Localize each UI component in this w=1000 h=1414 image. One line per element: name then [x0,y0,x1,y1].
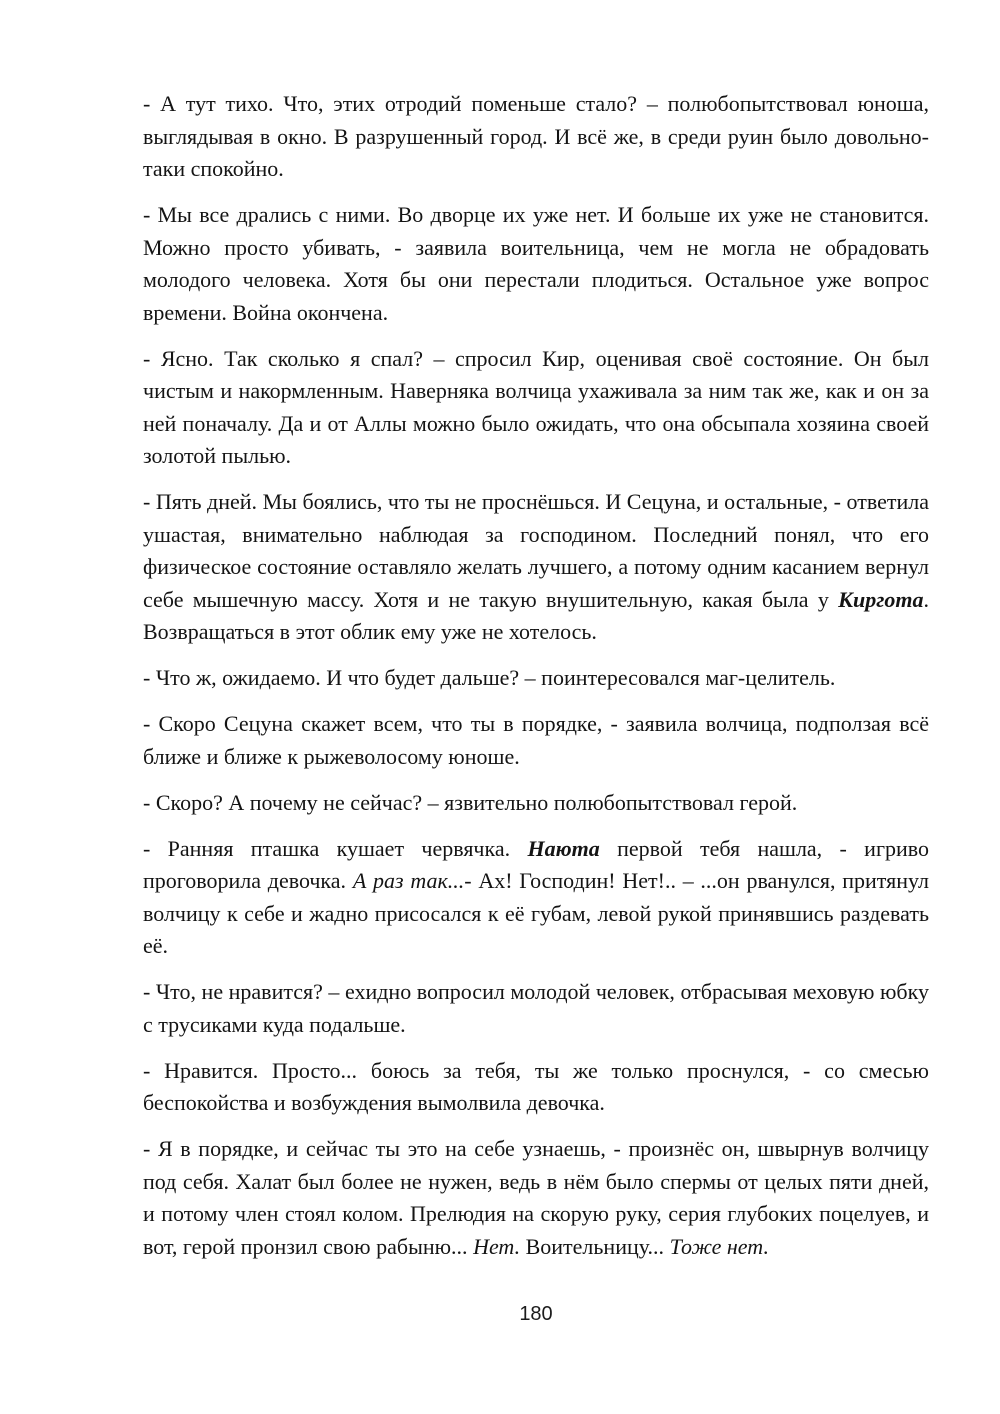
paragraph [143,976,929,1041]
text-run: - А тут тихо. Что, этих отродий поменьше стало? – полюбопытствовал юноша, выглядывая в окно. В разрушенный город. И всё же, в среди руин было довольно-таки спокойно. [143,91,929,181]
text-run: - Скоро? А почему не сейчас? – язвительно полюбопытствовал герой. [143,789,798,815]
text-run: первой тебя нашла, - игриво проговорила девочка. [143,835,929,893]
text-run: - Мы все дрались с ними. Во дворце их уже нет. И больше их уже не становится. Можно просто убивать, - заявила воительница, чем не могла не обрадовать молодого человека. Хотя бы они перестали плодиться. Остальное уже вопрос времени. Война окончена. [143,202,929,325]
paragraph [143,199,929,329]
text-run: Киргота [838,586,924,612]
text-run: Наюта [527,835,600,861]
text-run: А раз так... [352,868,465,893]
text-run: - Ах! Господин! Нет!.. – ...он рванулся, притянул волчицу к себе и жадно присосался к её губам, левой рукой принявшись раздевать её. [143,868,929,958]
paragraph [143,708,929,773]
text-run: - Что, не нравится? – ехидно вопросил молодой человек, отбрасывая меховую юбку с трусиками куда подальше. [143,979,929,1037]
paragraph [143,662,929,695]
text-block [143,88,929,1263]
text-run: - Ранняя пташка кушает червячка. [143,835,528,861]
text-run: . Возвращаться в этот облик ему уже не хотелось. [143,586,929,644]
text-run: - Я в порядке, и сейчас ты это на себе узнаешь, - произнёс он, швырнув волчицу под себя. Халат был более не нужен, ведь в нём было спермы от целых пяти дней, и потому член стоял колом. Прелюдия на скорую руку, серия глубоких поцелуев, и вот, герой пронзил свою рабыню... [143,1136,929,1259]
paragraph [143,88,929,186]
text-run: Воительницу... [520,1233,670,1259]
paragraph [143,1055,929,1120]
text-run: - Что ж, ожидаемо. И что будет дальше? – поинтересовался маг-целитель. [143,665,836,690]
text-run: - Скоро Сецуна скажет всем, что ты в порядке, - заявила волчица, подползая всё ближе и ближе к рыжеволосому юноше. [143,711,929,769]
paragraph [143,787,929,820]
page-number: 180 [519,1303,553,1325]
text-run: Нет. [473,1233,521,1259]
paragraph [143,343,929,473]
paragraph [143,833,929,963]
paragraph [143,1133,929,1263]
text-run: Тоже нет. [669,1233,769,1259]
text-run: - Нравится. Просто... боюсь за тебя, ты же только проснулся, - со смесью беспокойства и возбуждения вымолвила девочка. [143,1057,929,1115]
text-run: - Ясно. Так сколько я спал? – спросил Кир, оценивая своё состояние. Он был чистым и накормленным. Наверняка волчица ухаживала за ним так же, как и он за ней поначалу. Да и от Аллы можно было ожидать, что она обсыпала хозяина своей золотой пылью. [143,345,929,468]
paragraph [143,486,929,649]
text-run: - Пять дней. Мы боялись, что ты не проснёшься. И Сецуна, и остальные, - ответила ушастая, внимательно наблюдая за господином. Последний понял, что его физическое состояние оставляло желать лучшего, а потому одним касанием вернул себе мышечную массу. Хотя и не такую внушительную, какая была у [143,489,929,612]
